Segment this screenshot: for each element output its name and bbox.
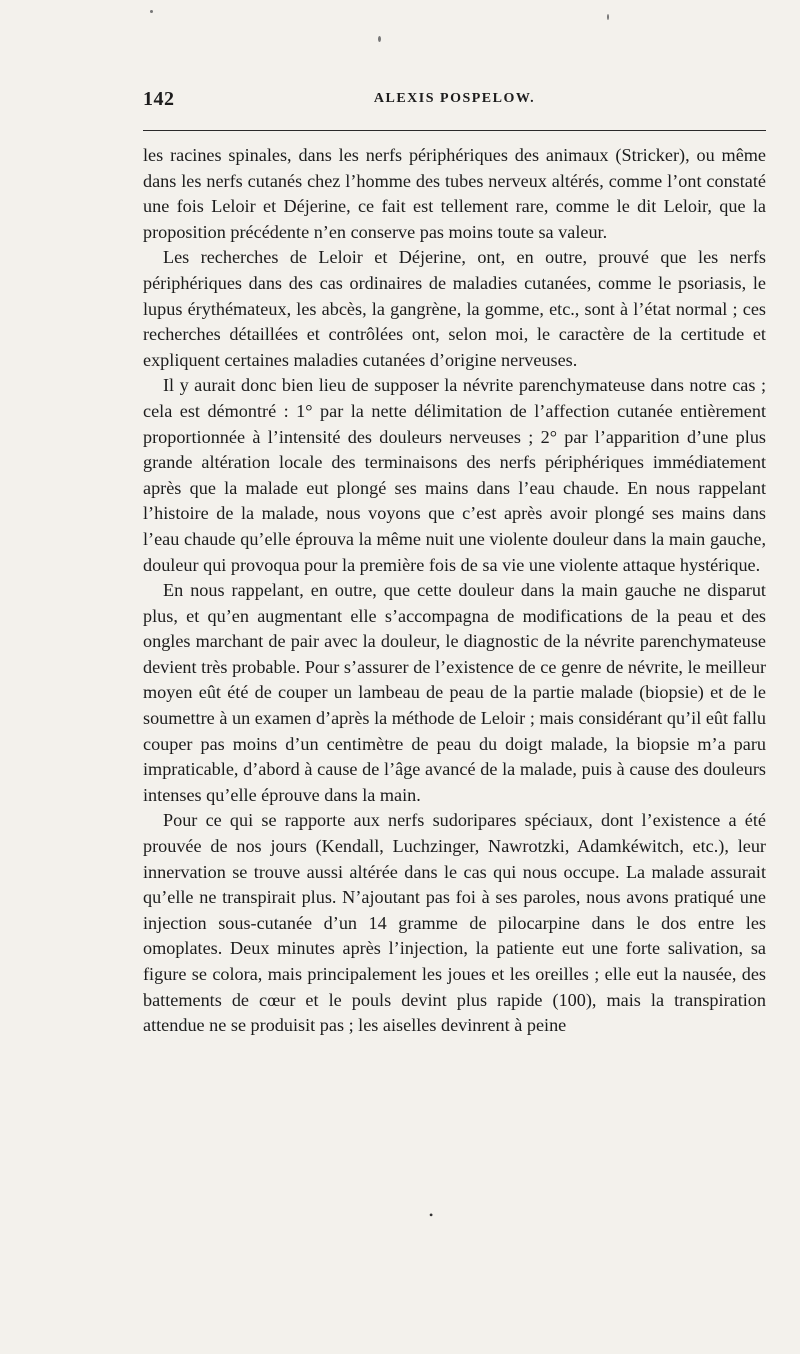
body-text (143, 143, 766, 1039)
paragraph-continuation: les racines spinales, dans les nerfs périphériques des animaux (Stricker), ou même dans les nerfs cutanés chez l’homme des tubes nerveux altérés, comme l’ont constaté une fois Leloir et Déjerine, ce fait est tellement rare, comme le dit Leloir, que la proposition précédente n’en conserve pas moins toute sa valeur. (143, 145, 766, 242)
paragraph: Les recherches de Leloir et Déjerine, ont, en outre, prouvé que les nerfs périphériques dans des cas ordinaires de maladies cutanées, comme le psoriasis, le lupus érythémateux, les abcès, la gangrène, la gomme, etc., sont à l’état normal ; ces recherches détaillées et contrôlées ont, selon moi, le caractère de la certitude et expliquent certaines maladies cutanées d’origine nerveuses. (143, 247, 766, 370)
footer-mark: • (429, 1208, 434, 1222)
paragraph: Pour ce qui se rapporte aux nerfs sudoripares spéciaux, dont l’existence a été prouvée de nos jours (Kendall, Luchzinger, Nawrotzki, Adamkéwitch, etc.), leur innervation se trouve aussi altérée dans le cas qui nous occupe. La malade assurait qu’elle ne transpirait plus. N’ajoutant pas foi à ses paroles, nous avons pratiqué une injection sous-cutanée d’un 14 gramme de pilocarpine dans le dos entre les omoplates. Deux minutes après l’injection, la patiente eut une forte salivation, sa figure se colora, mais principalement les joues et les oreilles ; elle eut la nausée, des battements de cœur et le pouls devint plus rapide (100), mais la transpiration attendue ne se produisit pas ; les aiselles devinrent à peine (143, 810, 766, 1036)
ink-speck (378, 36, 381, 42)
header-rule (143, 130, 766, 131)
paragraph: En nous rappelant, en outre, que cette douleur dans la main gauche ne disparut plus, et qu’en augmentant elle s’accompagna de modifications de la peau et des ongles marchant de pair avec la douleur, le diagnostic de la névrite parenchymateuse devient très probable. Pour s’assurer de l’existence de ce genre de névrite, le meilleur moyen eût été de couper un lambeau de peau de la partie malade (biopsie) et de le soumettre à un examen d’après la méthode de Leloir ; mais considérant qu’il eût fallu couper pas moins d’un centimètre de peau du doigt malade, la biopsie m’a paru impraticable, d’abord à cause de l’âge avancé de la malade, puis à cause des douleurs intenses qu’elle éprouve dans la main. (143, 580, 766, 805)
paragraph: Il y aurait donc bien lieu de supposer la névrite parenchymateuse dans notre cas ; cela est démontré : 1° par la nette délimitation de l’affection cutanée entièrement proportionnée à l’intensité des douleurs nerveuses ; 2° par l’apparition d’une plus grande altération locale des terminaisons des nerfs périphériques immédiatement après que la malade eut plongé ses mains dans l’eau chaude. En nous rappelant l’histoire de la malade, nous voyons que c’est après avoir plongé ses mains dans l’eau chaude qu’elle éprouva la même nuit une violente douleur dans la main gauche, douleur qui provoqua pour la première fois de sa vie une violente attaque hystérique. (143, 375, 766, 575)
running-title: ALEXIS POSPELOW. (373, 91, 536, 106)
ink-speck (607, 14, 609, 20)
ink-speck (150, 10, 153, 13)
page-header (143, 88, 766, 112)
page-number: 142 (143, 88, 175, 110)
